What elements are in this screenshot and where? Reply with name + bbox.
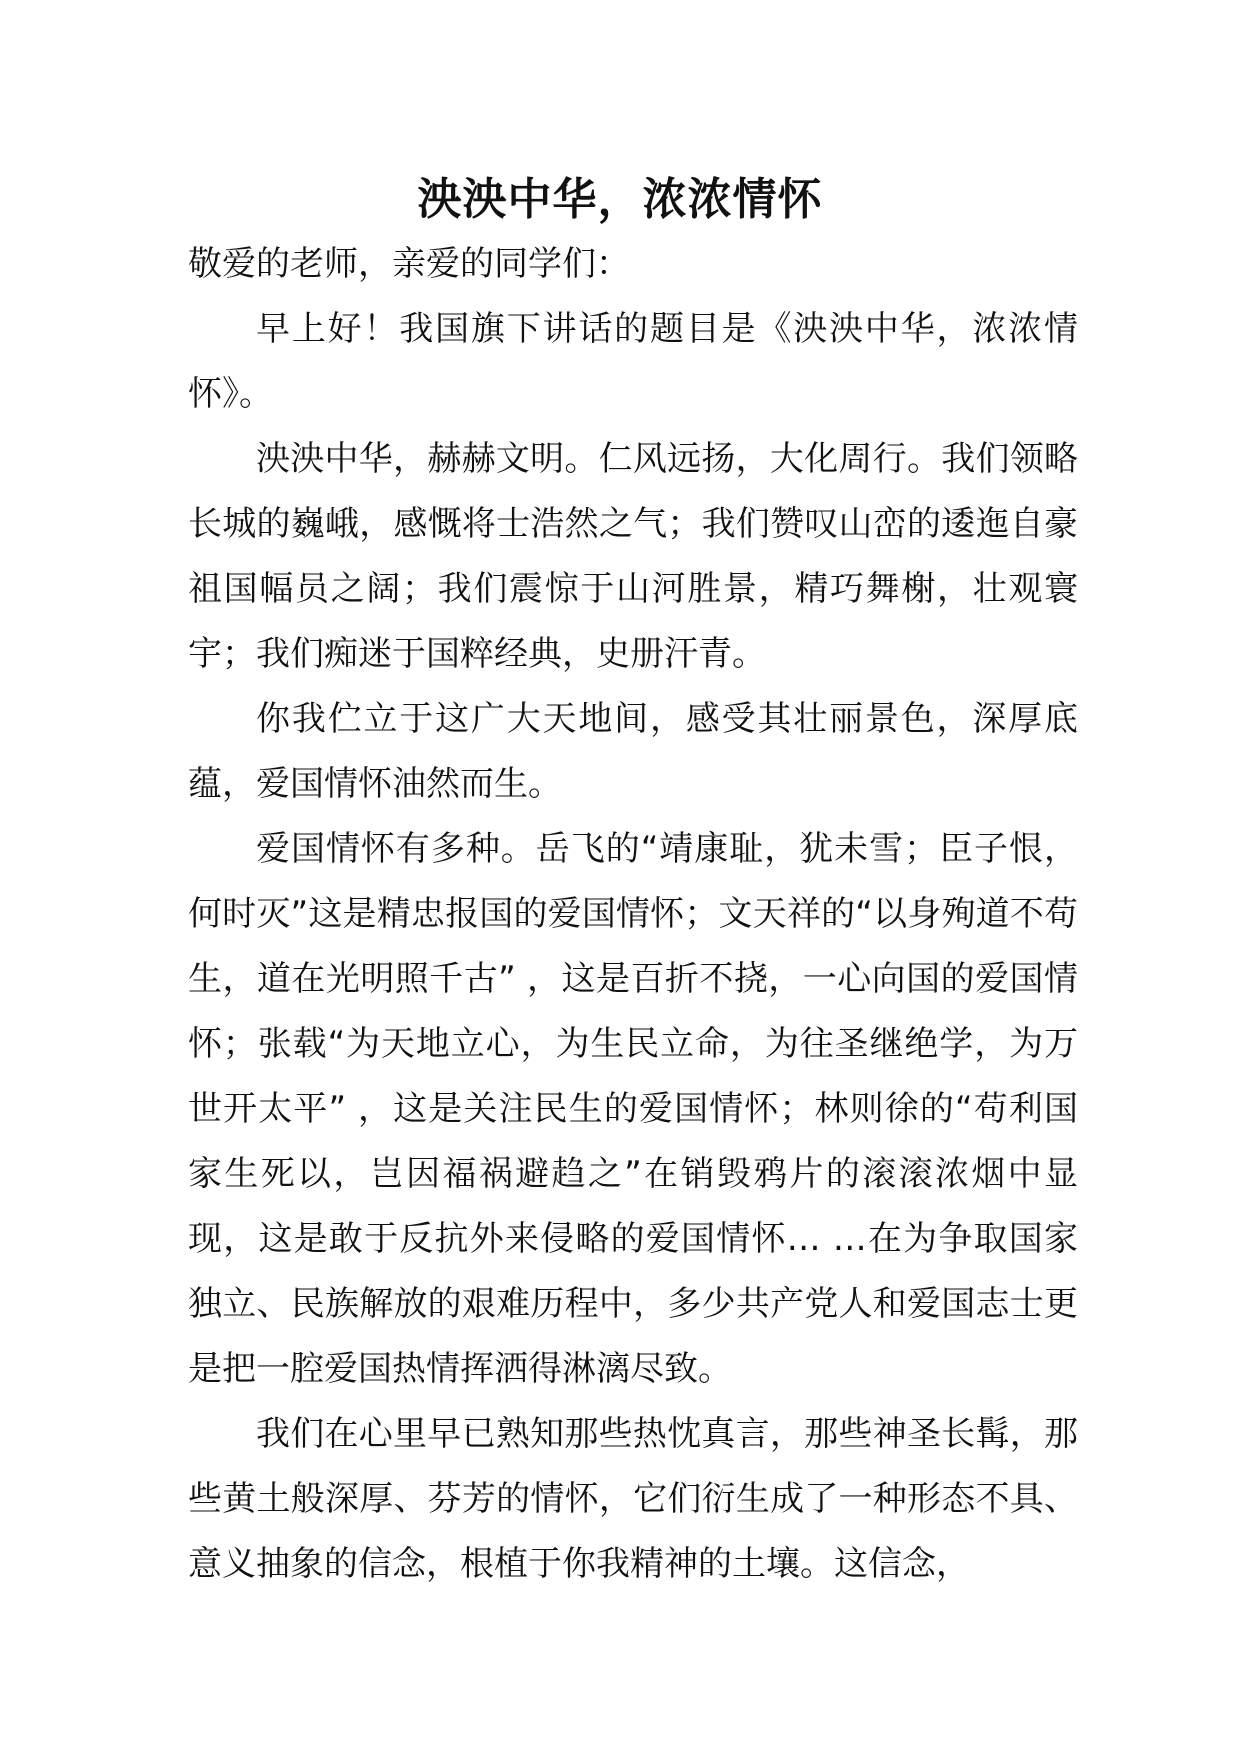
- paragraph-greeting: 早上好！我国旗下讲话的题目是《泱泱中华，浓浓情怀》。: [188, 309, 1078, 414]
- paragraph-belief: 我们在心里早已熟知那些热忱真言，那些神圣长髯，那些黄土般深厚、芬芳的情怀，它们衍生成了一种形态不具、意义抽象的信念，根植于你我精神的土壤。这信念，: [188, 1414, 1078, 1584]
- salutation: 敬爱的老师，亲爱的同学们：: [188, 244, 630, 284]
- paragraph-forms-of-patriotism: 爱国情怀有多种。岳飞的“靖康耻，犹未雪；臣子恨，何时灭”这是精忠报国的爱国情怀；文天祥的“以身殉道不苟生，道在光明照千古” ，这是百折不挠，一心向国的爱国情怀；张载“为天地立心，为生民立命，为往圣继绝学，为万世开太平” ，这是关注民生的爱国情怀；林则徐的“苟利国家生死以，岂因福祸避趋之”在销毁鸦片的滚滚浓烟中显现，这是敢于反抗外来侵略的爱国情怀… …在为争取国家独立、民族解放的艰难历程中，多少共产党人和爱国志士更是把一腔爱国热情挥洒得淋漓尽致。: [188, 829, 1078, 1389]
- document-body: [188, 232, 1078, 1597]
- document-title: 泱泱中华，浓浓情怀: [417, 174, 823, 225]
- paragraph-patriotism-arises: 你我伫立于这广大天地间，感受其壮丽景色，深厚底蕴，爱国情怀油然而生。: [188, 699, 1078, 804]
- paragraph-civilization: 泱泱中华，赫赫文明。仁风远扬，大化周行。我们领略长城的巍峨，感慨将士浩然之气；我们赞叹山峦的逶迤自豪祖国幅员之阔；我们震惊于山河胜景，精巧舞榭，壮观寰宇；我们痴迷于国粹经典，史册汗青。: [188, 439, 1078, 674]
